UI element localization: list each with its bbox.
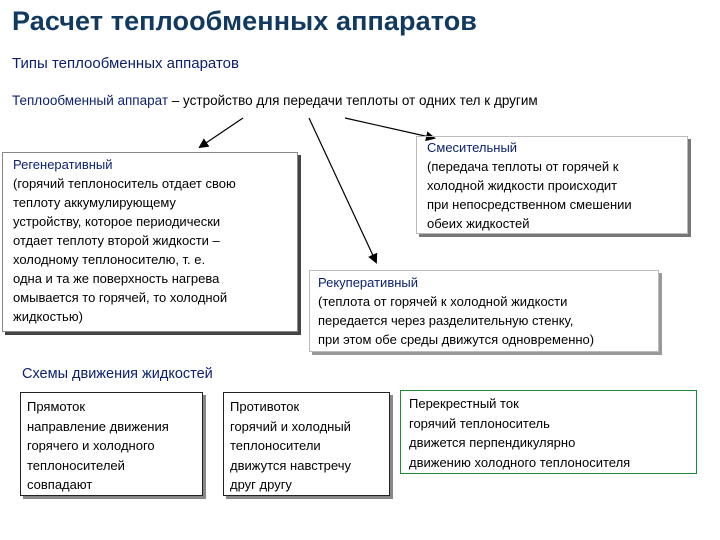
counter-heading: Противоток	[230, 399, 300, 414]
mixing-heading: Смесительный	[427, 140, 518, 155]
recuperative-heading: Рекуперативный	[318, 275, 419, 290]
arrow-to-recuperative	[309, 118, 376, 262]
arrow-to-mixing	[345, 118, 434, 138]
type-recuperative-box	[309, 270, 659, 352]
parallel-heading: Прямоток	[27, 399, 86, 414]
counter-description: горячий и холодный теплоносители движутся навстречу друг другу	[230, 418, 351, 492]
cross-heading: Перекрестный ток	[409, 396, 519, 411]
definition-text: – устройство для передачи теплоты от одних тел к другим	[168, 93, 538, 108]
page-title: Расчет теплообменных аппаратов	[12, 6, 477, 36]
cross-description: горячий теплоноситель движется перпендикулярно движению холодного теплоносителя	[409, 415, 631, 470]
type-mixing-box	[416, 136, 688, 234]
parallel-description: направление движения горячего и холодного теплоносителей совпадают	[27, 418, 169, 492]
definition-term: Теплообменный аппарат	[12, 93, 169, 108]
scheme-parallel-box	[20, 392, 203, 496]
regenerative-heading: Регенеративный	[13, 157, 113, 172]
mixing-description: (передача теплоты от горячей к холодной жидкости происходит при непосредственном смешении обеих жидкостей	[427, 159, 632, 231]
recuperative-description: (теплота от горячей к холодной жидкости передается через разделительную стенку, при этом обе среды движутся одновременно)	[318, 294, 595, 347]
type-regenerative-box	[2, 152, 298, 332]
scheme-cross-box	[400, 390, 697, 474]
arrow-to-regenerative	[200, 118, 243, 147]
schemes-heading: Схемы движения жидкостей	[22, 366, 213, 382]
regenerative-description: (горячий теплоноситель отдает свою теплоту аккумулирующему устройству, которое периодически отдает теплоту второй жидкости – холодному теплоносителю, т. е. одна и та же поверхность нагрева омывается то горячей, то холодной жидкостью)	[13, 176, 236, 324]
scheme-counter-box	[223, 392, 390, 496]
section-subtitle: Типы теплообменных аппаратов	[12, 55, 239, 72]
